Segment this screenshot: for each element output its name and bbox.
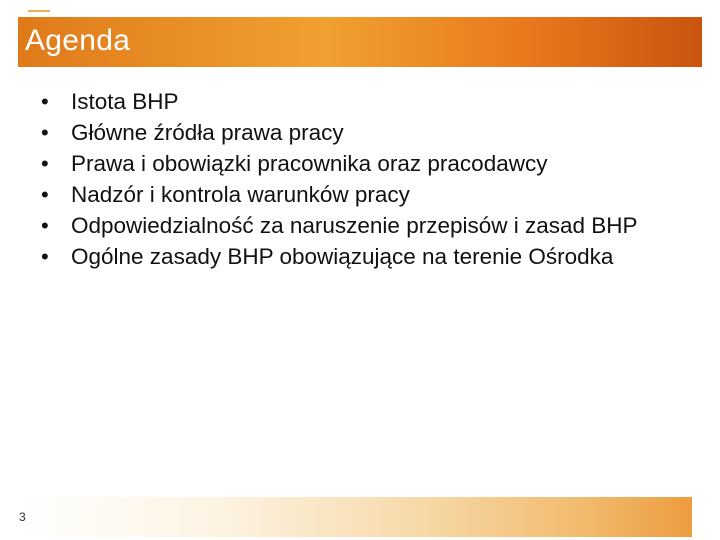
slide-title: Agenda [25, 24, 131, 57]
bullet-icon: • [41, 120, 49, 145]
agenda-item [38, 148, 698, 179]
agenda-item [38, 117, 698, 148]
agenda-item-text: Prawa i obowiązki pracownika oraz pracodawcy [71, 151, 548, 176]
agenda-item [38, 241, 698, 272]
footer-bar [18, 497, 692, 537]
agenda-list [38, 86, 698, 272]
agenda-item-text: Ogólne zasady BHP obowiązujące na terenie Ośrodka [71, 244, 614, 269]
page-number: 3 [19, 510, 26, 524]
title-decoration [28, 10, 50, 18]
agenda-item-text: Główne źródła prawa pracy [71, 120, 344, 145]
bullet-icon: • [41, 151, 49, 176]
agenda-item-text: Istota BHP [71, 89, 179, 114]
bullet-icon: • [41, 213, 49, 238]
bullet-icon: • [41, 182, 49, 207]
bullet-icon: • [41, 89, 49, 114]
agenda-item [38, 179, 698, 210]
agenda-item [38, 210, 698, 241]
agenda-item-text: Odpowiedzialność za naruszenie przepisów i zasad BHP [71, 213, 638, 238]
agenda-item-text: Nadzór i kontrola warunków pracy [71, 182, 410, 207]
bullet-icon: • [41, 244, 49, 269]
agenda-item [38, 86, 698, 117]
